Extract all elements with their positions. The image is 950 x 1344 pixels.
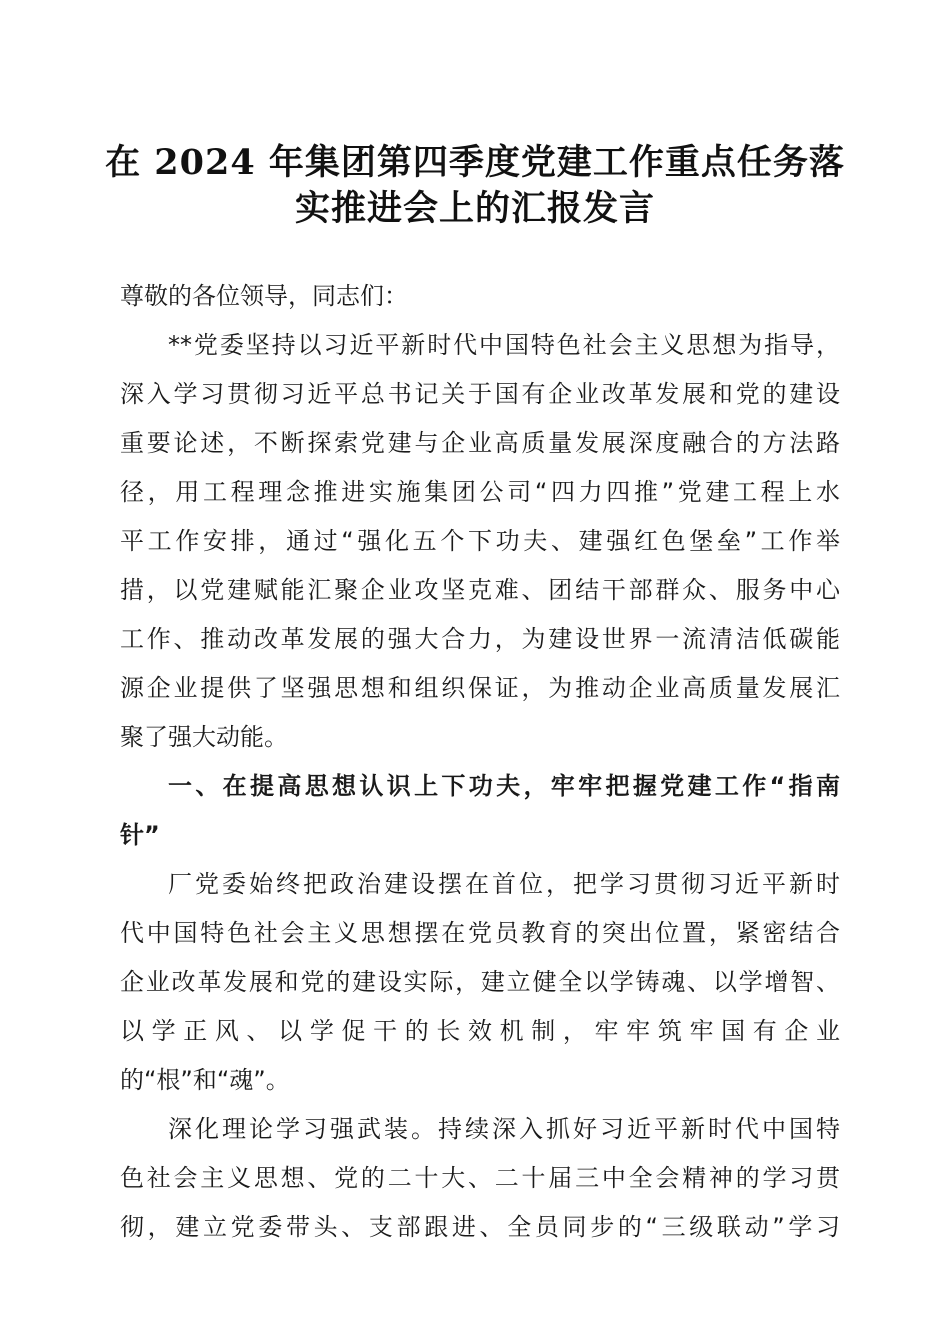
paragraph-1-line: 工作、推动改革发展的强大合力，为建设世界一流清洁低碳能 (120, 625, 840, 653)
document-title-line-2: 实推进会上的汇报发言 (294, 188, 655, 229)
salutation: 尊敬的各位领导，同志们： (120, 282, 408, 310)
paragraph-3-line: 色社会主义思想、党的二十大、二十届三中全会精神的学习贯 (120, 1164, 840, 1192)
paragraph-1-line: 径，用工程理念推进实施集团公司“四力四推”党建工程上水 (120, 478, 840, 506)
paragraph-2-line: 厂党委始终把政治建设摆在首位，把学习贯彻习近平新时 (168, 870, 840, 898)
paragraph-2-line: 代中国特色社会主义思想摆在党员教育的突出位置，紧密结合 (120, 919, 840, 947)
paragraph-1-line: 措，以党建赋能汇聚企业攻坚克难、团结干部群众、服务中心 (120, 576, 840, 604)
paragraph-1-line: 平工作安排，通过“强化五个下功夫、建强红色堡垒”工作举 (120, 527, 840, 555)
paragraph-1-line: **党委坚持以习近平新时代中国特色社会主义思想为指导， (168, 331, 840, 359)
paragraph-2-line: 企业改革发展和党的建设实际，建立健全以学铸魂、以学增智、 (120, 968, 840, 996)
section-1-heading: 一、在提高思想认识上下功夫，牢牢把握党建工作“指南 (168, 772, 840, 800)
paragraph-1-line: 深入学习贯彻习近平总书记关于国有企业改革发展和党的建设 (120, 380, 840, 408)
paragraph-2-line: 以学正风、以学促干的长效机制，牢牢筑牢国有企业 (120, 1017, 840, 1045)
paragraph-3-line: 彻，建立党委带头、支部跟进、全员同步的“三级联动”学习 (120, 1213, 840, 1241)
paragraph-2-line: 的“根”和“魂”。 (120, 1066, 290, 1094)
paragraph-1-line: 聚了强大动能。 (120, 723, 288, 751)
paragraph-3-line: 深化理论学习强武装。持续深入抓好习近平新时代中国特 (168, 1115, 840, 1143)
paragraph-1-line: 重要论述，不断探索党建与企业高质量发展深度融合的方法路 (120, 429, 840, 457)
paragraph-1-line: 源企业提供了坚强思想和组织保证，为推动企业高质量发展汇 (120, 674, 840, 702)
document-title-line-1: 在 2024 年集团第四季度党建工作重点任务落 (105, 142, 845, 183)
section-1-heading: 针” (120, 821, 160, 849)
